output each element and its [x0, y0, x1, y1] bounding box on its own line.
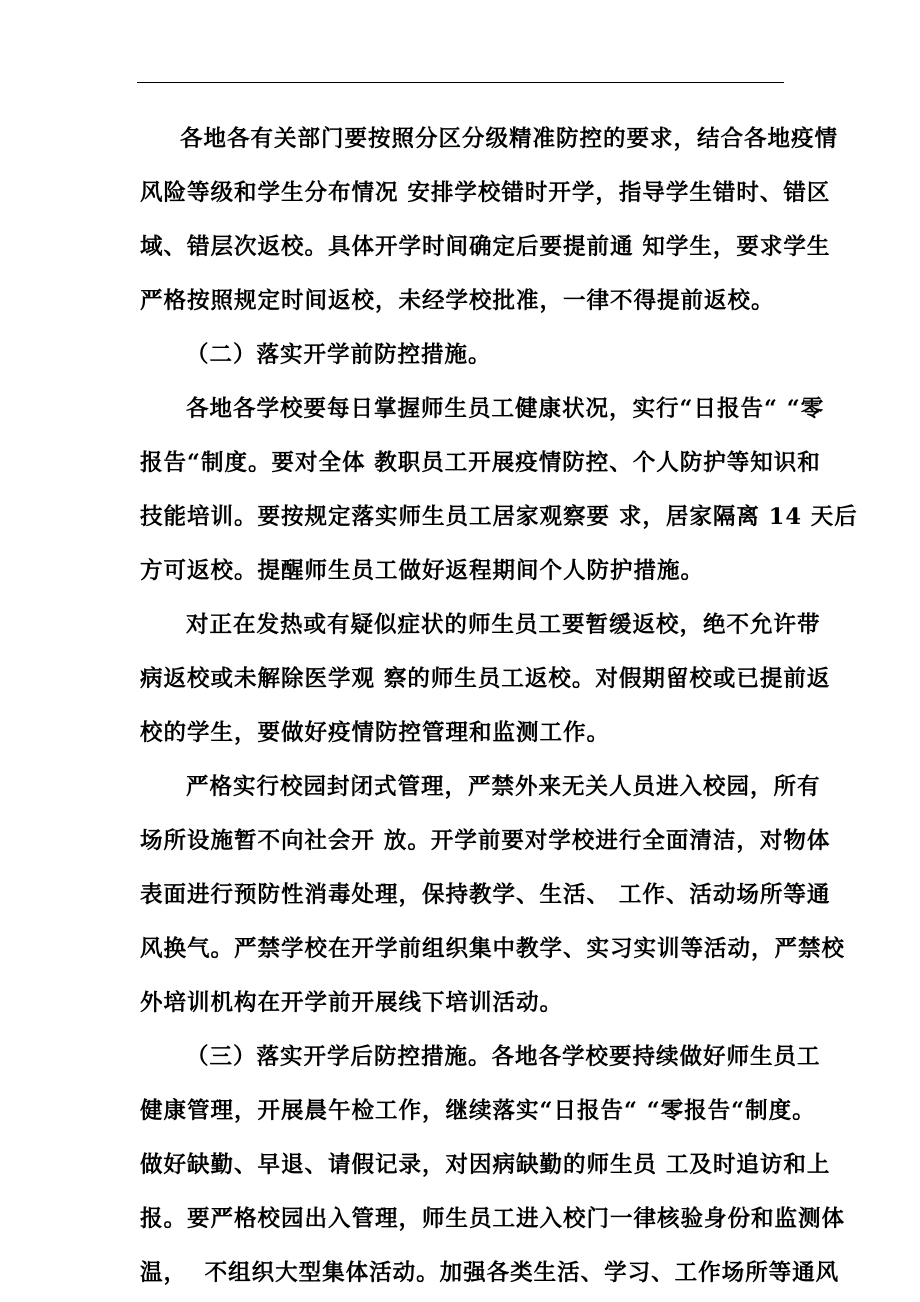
- text-line: 做好缺勤、早退、请假记录，对因病缺勤的师生员 工及时追访和上: [140, 1152, 831, 1178]
- text-line: 报告“制度。要对全体 教职员工开展疫情防控、个人防护等知识和: [140, 450, 821, 476]
- text-line: 风险等级和学生分布情况 安排学校错时开学，指导学生错时、错区: [140, 180, 831, 206]
- text-line: 健康管理，开展晨午检工作，继续落实“日报告“ “零报告“制度。: [140, 1098, 816, 1124]
- text-line: 域、错层次返校。具体开学时间确定后要提前通 知学生，要求学生: [140, 234, 831, 260]
- text-line: 各地各学校要每日掌握师生员工健康状况，实行“日报告“ “零: [186, 396, 825, 422]
- text-line: 技能培训。要按规定落实师生员工居家观察要 求，居家隔离 14 天后: [140, 504, 858, 530]
- text-line: 风换气。严禁学校在开学前组织集中教学、实习实训等活动，严禁校: [140, 936, 846, 962]
- section-heading: （二）落实开学前防控措施。: [186, 342, 492, 368]
- text-line: （三）落实开学后防控措施。各地各学校要持续做好师生员工: [186, 1044, 821, 1070]
- text-line: 校的学生，要做好疫情防控管理和监测工作。: [140, 720, 611, 746]
- text-line: 报。要严格校园出入管理，师生员工进入校门一律核验身份和监测体: [140, 1206, 846, 1232]
- text-line: 对正在发热或有疑似症状的师生员工要暂缓返校，绝不允许带: [186, 612, 821, 638]
- text-line: 温， 不组织大型集体活动。加强各类生活、学习、工作场所等通风: [140, 1260, 840, 1286]
- text-line: 外培训机构在开学前开展线下培训活动。: [140, 990, 564, 1016]
- header-rule: [137, 82, 784, 83]
- text-line: 严格按照规定时间返校，未经学校批准，一律不得提前返校。: [140, 288, 775, 314]
- text-line: 各地各有关部门要按照分区分级精准防控的要求，结合各地疫情: [180, 126, 839, 152]
- text-line: 严格实行校园封闭式管理，严禁外来无关人员进入校园，所有: [186, 774, 821, 800]
- document-body: [140, 112, 858, 1300]
- text-line: 病返校或未解除医学观 察的师生员工返校。对假期留校或已提前返: [140, 666, 831, 692]
- text-line: 表面进行预防性消毒处理，保持教学、生活、 工作、活动场所等通: [140, 882, 831, 908]
- text-line: 场所设施暂不向社会开 放。开学前要对学校进行全面清洁，对物体: [140, 828, 831, 854]
- text-line: 方可返校。提醒师生员工做好返程期间个人防护措施。: [140, 558, 705, 584]
